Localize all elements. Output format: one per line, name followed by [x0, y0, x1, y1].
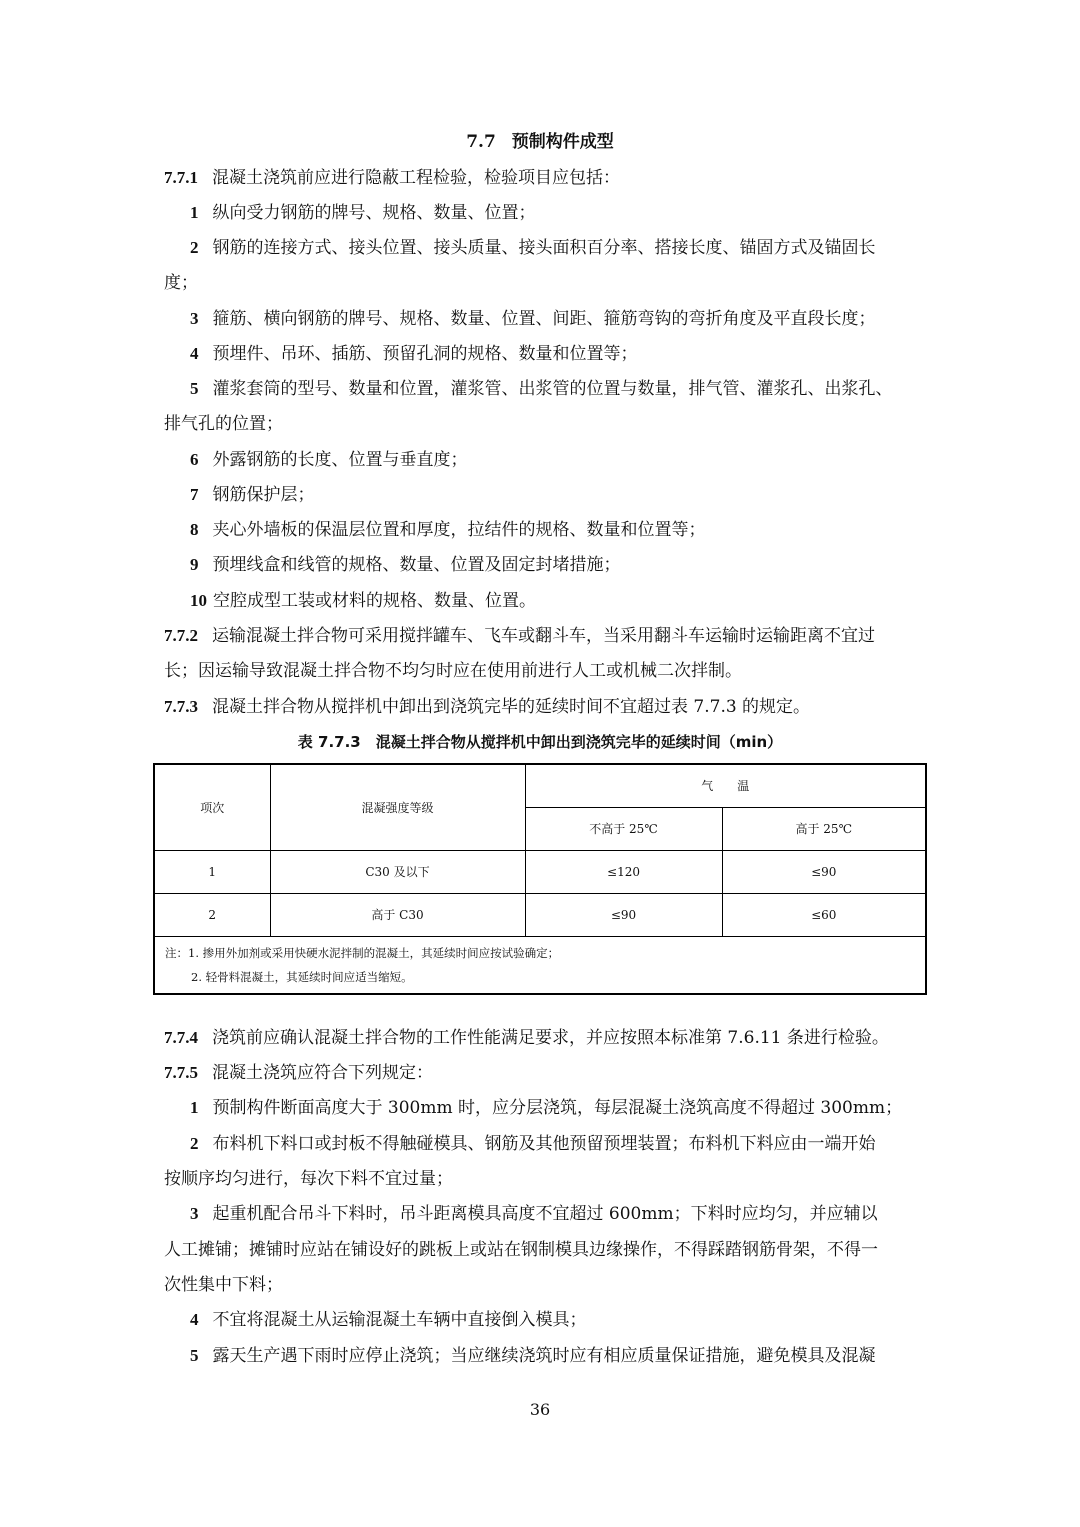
list-item — [190, 1306, 950, 1334]
duration-table — [153, 763, 927, 995]
section-number: 7.7 — [466, 132, 496, 152]
cell-item: 2 — [154, 893, 270, 936]
list-item-continuation: 度； — [164, 273, 198, 293]
clause-7-7-5 — [164, 1059, 924, 1087]
clause-number: 7.7.2 — [164, 626, 198, 645]
item-number: 5 — [190, 1346, 199, 1365]
list-item — [190, 305, 950, 333]
list-item — [190, 587, 950, 615]
clause-7-7-3 — [164, 693, 924, 721]
header-low-temp: 不高于 25℃ — [525, 807, 722, 850]
item-text: 预埋件、吊环、插筋、预留孔洞的规格、数量和位置等； — [212, 344, 638, 364]
list-item — [190, 1200, 950, 1228]
list-item — [190, 1342, 950, 1370]
clause-continuation: 长；因运输导致混凝土拌合物不均匀时应在使用前进行人工或机械二次拌制。 — [164, 661, 742, 681]
header-temperature: 气 温 — [525, 764, 926, 807]
item-text: 起重机配合吊斗下料时，吊斗距离模具高度不宜超过 600mm；下料时应均匀，并应辅以 — [212, 1204, 878, 1224]
table-row — [154, 850, 926, 893]
item-text: 空腔成型工装或材料的规格、数量、位置。 — [213, 591, 536, 611]
clause-7-7-1 — [164, 164, 924, 192]
list-item — [190, 340, 950, 368]
item-text: 灌浆套筒的型号、数量和位置，灌浆管、出浆管的位置与数量，排气管、灌浆孔、出浆孔、 — [212, 379, 893, 399]
cell-item: 1 — [154, 850, 270, 893]
item-number: 9 — [190, 555, 199, 574]
header-item: 项次 — [154, 764, 270, 850]
header-grade: 混凝强度等级 — [270, 764, 525, 850]
clause-number: 7.7.1 — [164, 168, 198, 187]
item-text: 预埋线盒和线管的规格、数量、位置及固定封堵措施； — [212, 555, 621, 575]
note-1: 注：1. 掺用外加剂或采用快硬水泥拌制的混凝土，其延续时间应按试验确定； — [165, 945, 560, 960]
item-number: 5 — [190, 379, 199, 398]
list-item-continuation: 人工摊铺；摊铺时应站在铺设好的跳板上或站在钢制模具边缘操作，不得踩踏钢筋骨架，不得一 — [164, 1240, 878, 1260]
list-item-continuation: 按顺序均匀进行，每次下料不宜过量； — [164, 1169, 453, 1189]
list-item — [190, 516, 950, 544]
item-text: 外露钢筋的长度、位置与垂直度； — [212, 450, 468, 470]
list-item — [190, 199, 950, 227]
item-text: 露天生产遇下雨时应停止浇筑；当应继续浇筑时应有相应质量保证措施，避免模具及混凝 — [212, 1346, 876, 1366]
item-text: 夹心外墙板的保温层位置和厚度，拉结件的规格、数量和位置等； — [212, 520, 706, 540]
clause-number: 7.7.3 — [164, 697, 198, 716]
note-2: 2. 轻骨料混凝土，其延续时间应适当缩短。 — [191, 969, 413, 984]
table-caption: 表 7.7.3 混凝土拌合物从搅拌机中卸出到浇筑完毕的延续时间（min） — [297, 733, 783, 751]
clause-text: 混凝土浇筑应符合下列规定： — [212, 1063, 433, 1083]
item-text: 钢筋的连接方式、接头位置、接头质量、接头面积百分率、搭接长度、锚固方式及锚固长 — [212, 238, 876, 258]
clause-text: 运输混凝土拌合物可采用搅拌罐车、飞车或翻斗车，当采用翻斗车运输时运输距离不宜过 — [212, 626, 875, 646]
cell-high: ≤60 — [722, 893, 926, 936]
item-number: 6 — [190, 450, 199, 469]
list-item — [190, 551, 950, 579]
list-item — [190, 446, 950, 474]
clause-7-7-2 — [164, 622, 924, 650]
item-text: 钢筋保护层； — [212, 485, 315, 505]
item-number: 4 — [190, 344, 199, 363]
cell-grade: C30 及以下 — [270, 850, 525, 893]
clause-text: 浇筑前应确认混凝土拌合物的工作性能满足要求，并应按照本标准第 7.6.11 条进行检验。 — [212, 1028, 889, 1048]
cell-grade: 高于 C30 — [270, 893, 525, 936]
list-item — [190, 1094, 950, 1122]
item-text: 不宜将混凝土从运输混凝土车辆中直接倒入模具； — [212, 1310, 587, 1330]
item-number: 10 — [190, 591, 207, 610]
cell-low: ≤90 — [525, 893, 722, 936]
item-number: 2 — [190, 1134, 199, 1153]
item-number: 3 — [190, 309, 199, 328]
page-number: 36 — [529, 1400, 551, 1419]
table-note — [154, 936, 926, 994]
section-heading — [0, 128, 1080, 156]
section-title: 预制构件成型 — [511, 132, 614, 152]
table-row — [154, 893, 926, 936]
list-item — [190, 375, 950, 403]
item-number: 2 — [190, 238, 199, 257]
item-number: 1 — [190, 1098, 199, 1117]
clause-number: 7.7.5 — [164, 1063, 198, 1082]
cell-low: ≤120 — [525, 850, 722, 893]
list-item — [190, 1130, 950, 1158]
cell-high: ≤90 — [722, 850, 926, 893]
item-text: 纵向受力钢筋的牌号、规格、数量、位置； — [212, 203, 536, 223]
item-number: 1 — [190, 203, 199, 222]
item-number: 3 — [190, 1204, 199, 1223]
item-text: 预制构件断面高度大于 300mm 时，应分层浇筑，每层混凝土浇筑高度不得超过 300mm； — [212, 1098, 903, 1118]
item-number: 4 — [190, 1310, 199, 1329]
item-number: 7 — [190, 485, 199, 504]
list-item-continuation: 次性集中下料； — [164, 1275, 283, 1295]
clause-text: 混凝土浇筑前应进行隐蔽工程检验，检验项目应包括： — [212, 168, 620, 188]
list-item-continuation: 排气孔的位置； — [164, 414, 283, 434]
item-text: 布料机下料口或封板不得触碰模具、钢筋及其他预留预埋装置；布料机下料应由一端开始 — [212, 1134, 876, 1154]
list-item — [190, 234, 950, 262]
list-item — [190, 481, 950, 509]
header-high-temp: 高于 25℃ — [722, 807, 926, 850]
clause-text: 混凝土拌合物从搅拌机中卸出到浇筑完毕的延续时间不宜超过表 7.7.3 的规定。 — [212, 697, 811, 717]
item-number: 8 — [190, 520, 199, 539]
item-text: 箍筋、横向钢筋的牌号、规格、数量、位置、间距、箍筋弯钩的弯折角度及平直段长度； — [212, 309, 876, 329]
clause-7-7-4 — [164, 1024, 924, 1052]
clause-number: 7.7.4 — [164, 1028, 198, 1047]
